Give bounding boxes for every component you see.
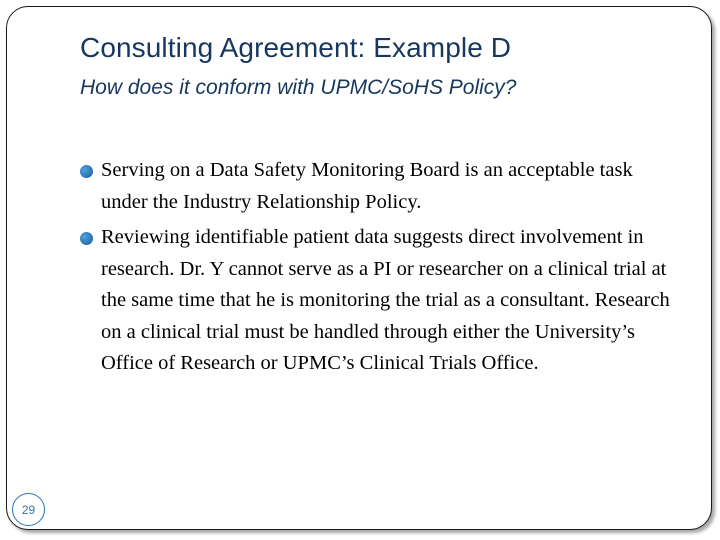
slide-title: Consulting Agreement: Example D	[80, 32, 512, 63]
bullet-text: Reviewing identifiable patient data suggests direct involvement in research. Dr. Y cannot serve as a PI or researcher on a clinical trial at the same time that he is monitoring the trial as a consultant. Research on a clinical trial must be handled through either the University’s Office of Research or UPMC’s Clinical Trials Office.	[101, 226, 670, 374]
bullet-text: Serving on a Data Safety Monitoring Board is an acceptable task under the Industry Relationship Policy.	[101, 159, 633, 213]
slide-subtitle: How does it conform with UPMC/SoHS Policy?	[80, 76, 517, 99]
bullet-dot-icon	[80, 232, 93, 245]
bullet-dot-icon	[80, 165, 93, 178]
slide-number: 29	[21, 502, 36, 517]
bullet-item	[80, 222, 680, 380]
slide-number-badge	[12, 493, 45, 526]
bullet-item	[80, 155, 680, 218]
bullet-list	[80, 155, 680, 384]
